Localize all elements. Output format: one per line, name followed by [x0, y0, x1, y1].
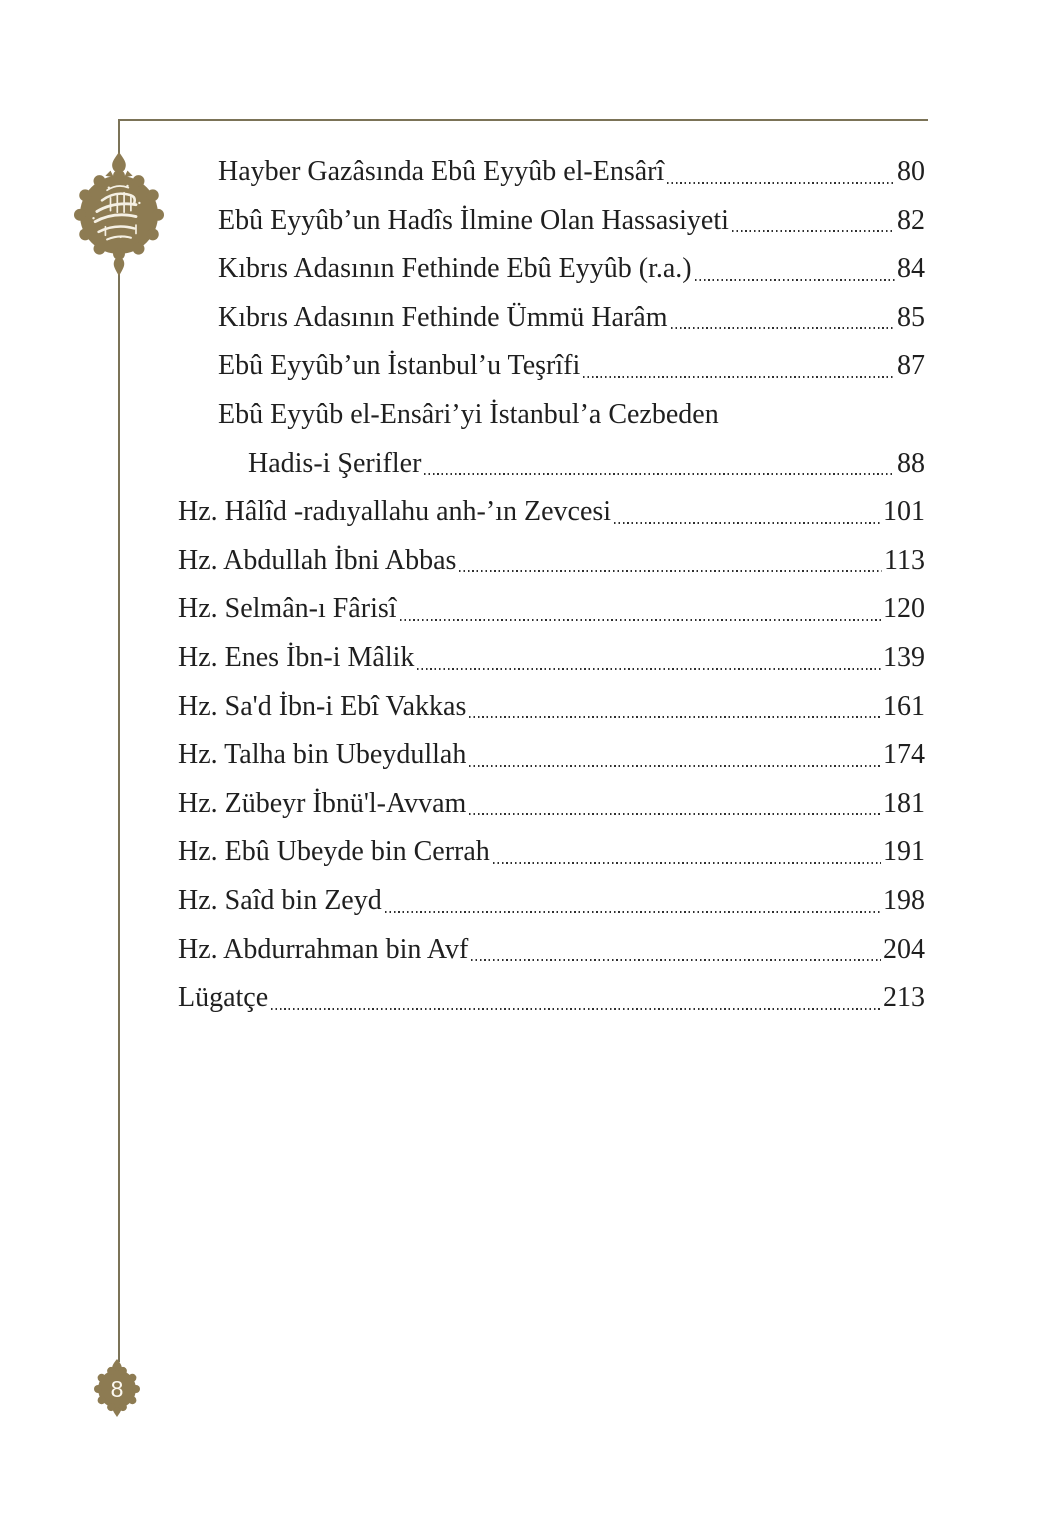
calligraphy-medallion-icon [63, 152, 175, 276]
toc-entry-page: 84 [897, 253, 925, 285]
toc-entry-title: Hadis-i Şerifler [248, 447, 422, 479]
dot-leader [469, 716, 881, 718]
toc-entry-page: 139 [883, 641, 925, 673]
toc-entry [178, 585, 925, 634]
toc-entry-title: Hz. Talha bin Ubeydullah [178, 739, 467, 771]
toc-entry [178, 828, 925, 877]
toc-entry-page: 174 [883, 739, 925, 771]
dot-leader [459, 570, 882, 572]
dot-leader [667, 182, 895, 184]
toc-entry-page: 120 [883, 593, 925, 625]
dot-leader [493, 862, 881, 864]
toc-entry-title: Kıbrıs Adasının Fethinde Ebû Eyyûb (r.a.) [218, 253, 692, 285]
toc-entry [178, 440, 925, 489]
dot-leader [271, 1008, 881, 1010]
toc-entry-page: 204 [883, 933, 925, 965]
toc-entry-page: 161 [883, 690, 925, 722]
toc-entry-title: Hayber Gazâsında Ebû Eyyûb el-Ensârî [218, 156, 665, 187]
page-number: 8 [110, 1376, 124, 1402]
toc-entry-page: 181 [883, 787, 925, 819]
toc-entry [178, 634, 925, 683]
toc-entry [178, 974, 925, 1023]
dot-leader [732, 230, 895, 232]
dot-leader [471, 959, 881, 961]
toc-entry-title: Lügatçe [178, 982, 269, 1014]
toc-entry [178, 391, 925, 440]
toc-entry [178, 926, 925, 975]
toc-entry [178, 245, 925, 294]
toc-entry [178, 148, 925, 197]
toc-entry [178, 731, 925, 780]
toc-entry-title: Hz. Ebû Ubeyde bin Cerrah [178, 836, 490, 868]
toc-entry-page: 101 [883, 496, 925, 528]
toc-entry-title: Hz. Enes İbn-i Mâlik [178, 641, 415, 673]
table-of-contents [178, 148, 925, 1023]
toc-entry-page: 88 [897, 447, 925, 479]
dot-leader [424, 473, 895, 475]
toc-entry-page: 191 [883, 836, 925, 868]
toc-entry [178, 537, 925, 586]
toc-entry [178, 294, 925, 343]
toc-entry-page: 80 [897, 156, 925, 187]
toc-entry-title: Hz. Abdullah İbni Abbas [178, 544, 457, 576]
page-border-top [118, 119, 928, 121]
toc-entry-page: 198 [883, 884, 925, 916]
dot-leader [583, 376, 895, 378]
toc-entry [178, 342, 925, 391]
dot-leader [417, 668, 881, 670]
page-border-left [118, 119, 120, 1362]
toc-entry-page: 213 [883, 982, 925, 1014]
toc-entry-title: Hz. Selmân-ı Fârisî [178, 593, 397, 625]
toc-entry [178, 488, 925, 537]
toc-entry-title: Ebû Eyyûb’un İstanbul’u Teşrîfi [218, 350, 581, 382]
toc-entry [178, 197, 925, 246]
toc-entry-page: 82 [897, 204, 925, 236]
dot-leader [614, 522, 881, 524]
page-number-medallion [89, 1359, 145, 1419]
toc-entry-title: Hz. Saîd bin Zeyd [178, 884, 382, 916]
dot-leader [695, 279, 895, 281]
toc-entry-title: Hz. Abdurrahman bin Avf [178, 933, 469, 965]
dot-leader [469, 765, 881, 767]
dot-leader [671, 327, 895, 329]
toc-entry-page: 85 [897, 301, 925, 333]
toc-entry-title: Hz. Sa'd İbn-i Ebî Vakkas [178, 690, 467, 722]
toc-entry-title: Ebû Eyyûb el-Ensâri’yi İstanbul’a Cezbeden [218, 398, 719, 430]
toc-entry [178, 683, 925, 732]
toc-entry-title: Kıbrıs Adasının Fethinde Ümmü Harâm [218, 301, 668, 333]
dot-leader [385, 911, 881, 913]
toc-entry-title: Hz. Zübeyr İbnü'l-Avvam [178, 787, 467, 819]
toc-entry [178, 877, 925, 926]
toc-entry-page: 87 [897, 350, 925, 382]
dot-leader [400, 619, 881, 621]
toc-entry-page: 113 [884, 544, 925, 576]
toc-entry-title: Ebû Eyyûb’un Hadîs İlmine Olan Hassasiyeti [218, 204, 729, 236]
dot-leader [469, 813, 881, 815]
toc-entry [178, 780, 925, 829]
toc-entry-title: Hz. Hâlîd -radıyallahu anh-’ın Zevcesi [178, 496, 612, 528]
